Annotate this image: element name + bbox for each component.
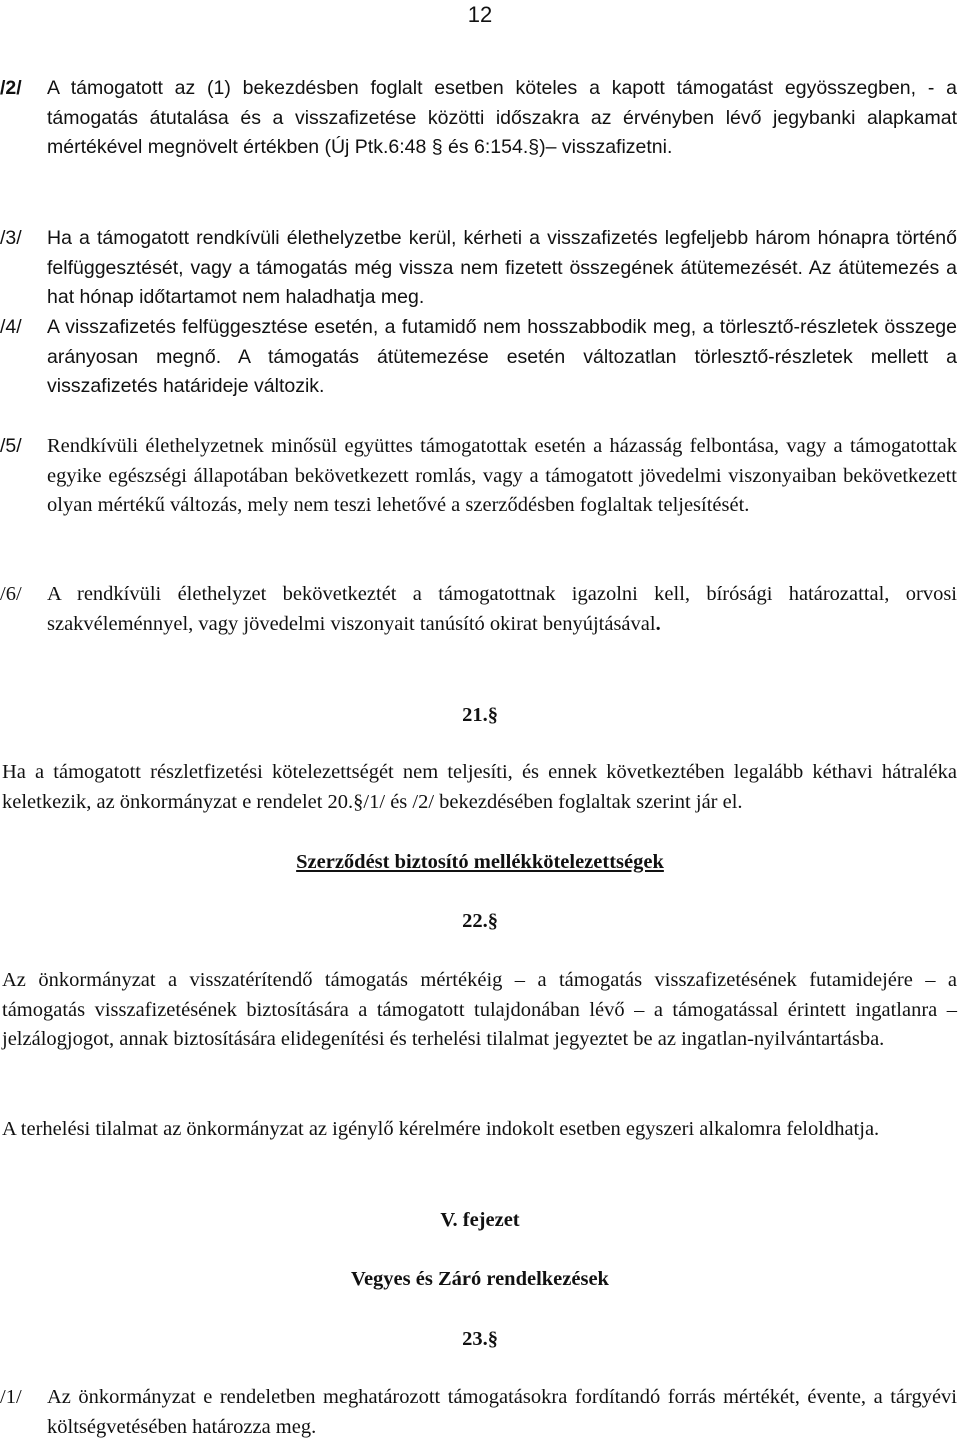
paragraph-number-2: /2/ [0,77,22,99]
paragraph-number-4: /4/ [0,316,22,338]
section-23-heading: 23.§ [462,1328,498,1350]
page-number: 12 [467,2,493,27]
chapter-heading: V. fejezet [440,1209,520,1231]
paragraph-4: A visszafizetés felfüggesztése esetén, a futamidő nem hosszabbodik meg, a törlesztő-részletek összege arányosan megnő. A támogatás átütemezése esetén változatlan törlesztő-részletek mellett a visszafizetés határideje változik. [47,316,957,397]
subtitle: Szerződést biztosító mellékkötelezettségek [296,851,664,873]
paragraph-number-6: /6/ [0,583,22,605]
paragraph-6-end: . [655,612,661,635]
section-21-text: Ha a támogatott részletfizetési kötelezettségét nem teljesíti, és ennek következtében legalább kéthavi hátraléka keletkezik, az önkormányzat e rendelet 20.§/1/ és /2/ bekezdésében foglaltak szerint jár el. [2,761,957,813]
section-23-text: Az önkormányzat e rendeletben meghatározott támogatásokra fordítandó forrás mértékét, évente, a tárgyévi költségvetésében határozza meg. [47,1386,957,1438]
paragraph-6 [47,580,957,639]
section-23-number: /1/ [0,1386,22,1408]
paragraph-number-3: /3/ [0,227,22,249]
paragraph-3: Ha a támogatott rendkívüli élethelyzetbe kerül, kérheti a visszafizetés legfeljebb három hónapra történő felfüggesztését, vagy a támogatás még vissza nem fizetett összegének átütemezését. Az átütemezés a hat hónap időtartamot nem haladhatja meg. [47,227,957,308]
paragraph-2: A támogatott az (1) bekezdésben foglalt esetben köteles a kapott támogatást egyösszegben, - a támogatás átutalása és a visszafizetése közötti időszakra az érvényben lévő jegybanki alapkamat mértékével megnövelt értékben (Új Ptk.6:48 § és 6:154.§)– visszafizetni. [47,77,957,158]
section-22-paragraph-2: A terhelési tilalmat az önkormányzat az igénylő kérelmére indokolt esetben egyszeri alkalomra feloldhatja. [2,1118,880,1140]
paragraph-number-5: /5/ [0,435,22,457]
chapter-title: Vegyes és Záró rendelkezések [351,1268,609,1290]
paragraph-6-text: A rendkívüli élethelyzet bekövetkeztét a támogatottnak igazolni kell, bírósági határozattal, orvosi szakvéleménnyel, vagy jövedelmi viszonyait tanúsító okirat benyújtásával [47,583,957,635]
paragraph-5: Rendkívüli élethelyzetnek minősül együttes támogatottak esetén a házasság felbontása, vagy a támogatottak egyike egészségi állapotában bekövetkezett romlás, vagy a támogatott jövedelmi viszonyaiban bekövetkezett olyan mértékű változás, mely nem teszi lehetővé a szerződésben foglaltak teljesítését. [47,435,957,516]
section-22-paragraph-1: Az önkormányzat a visszatérítendő támogatás mértékéig – a támogatás visszafizetésének futamidejére – a támogatás visszafizetésének biztosítására a támogatott tulajdonában lévő – a támogatással érintett ingatlanra – jelzálogjogot, annak biztosítására elidegenítési és terhelési tilalmat jegyeztet be az ingatlan-nyilvántartásba. [2,969,957,1050]
section-21-heading: 21.§ [462,704,498,726]
section-22-heading: 22.§ [462,910,498,932]
